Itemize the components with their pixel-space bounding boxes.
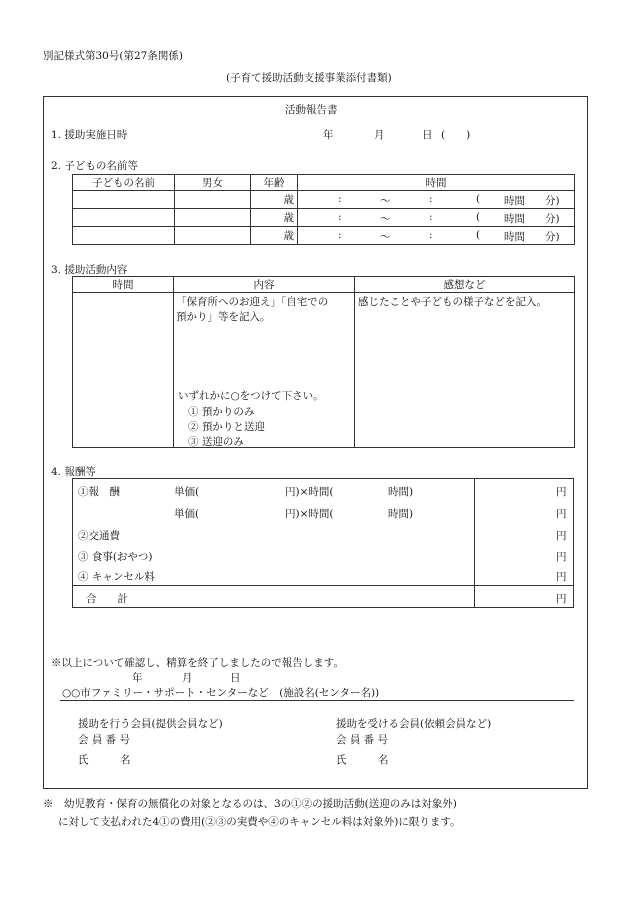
child-name-cell[interactable] (73, 227, 175, 245)
receiver-title: 援助を受ける会員(依頼会員など) (336, 718, 492, 730)
time-cell[interactable]: : 〜 : ( 時間 分) (298, 227, 575, 245)
impressions-note: 感じたことや子どもの様子などを記入。 (358, 296, 547, 308)
date-year-label: 年 (323, 129, 334, 141)
gender-cell[interactable] (175, 227, 251, 245)
form-subtitle: (子育て援助活動支援事業添付書類) (226, 72, 392, 84)
gender-cell[interactable] (175, 209, 251, 227)
section3-label: 3. 援助活動内容 (51, 264, 128, 276)
provider-title: 援助を行う会員(提供会員など) (78, 718, 223, 730)
center-name: ○○市ファミリー・サポート・センターなど (施設名(センター名)) (62, 687, 380, 699)
option-1[interactable]: ① 預かりのみ (188, 406, 255, 418)
confirm-year-label: 年 (132, 672, 143, 684)
col-activity-time: 時間 (73, 277, 174, 293)
total-divider (72, 585, 574, 586)
confirmation-text: ※以上について確認し、精算を終了しましたので報告します。 (51, 657, 344, 669)
age-cell[interactable]: 歳 (251, 227, 298, 245)
col-impressions: 感想など (355, 277, 575, 293)
receiver-name: 氏 名 (336, 754, 389, 766)
total-label: 合 計 (86, 593, 128, 605)
col-age: 年齢 (251, 175, 298, 191)
table-row (73, 227, 575, 245)
section2-label: 2. 子どもの名前等 (51, 160, 138, 172)
yen-times-label-2: 円)×時間( (285, 508, 334, 520)
confirm-month-label: 月 (182, 672, 193, 684)
section4-label: 4. 報酬等 (51, 466, 96, 478)
hours-close-label: 時間) (388, 486, 414, 498)
center-underline (60, 700, 574, 701)
select-note: いずれかに○をつけて下さい。 (178, 390, 324, 402)
activity-table (72, 276, 575, 448)
reward-yen-1: 円 (556, 486, 567, 498)
time-cell[interactable]: : 〜 : ( 時間 分) (298, 191, 575, 209)
table-row (73, 209, 575, 227)
col-gender: 男女 (175, 175, 251, 191)
report-title: 活動報告書 (285, 104, 338, 116)
option-3[interactable]: ③ 送迎のみ (188, 436, 244, 448)
activity-time-cell[interactable] (73, 293, 174, 448)
reward-yen-2: 円 (556, 508, 567, 520)
table-row (73, 191, 575, 209)
meal-label: ③ 食事(おやつ) (78, 551, 153, 563)
yen-times-label: 円)×時間( (285, 486, 334, 498)
col-activity-content: 内容 (174, 277, 355, 293)
impressions-cell[interactable] (355, 293, 575, 448)
children-table (72, 174, 575, 245)
age-cell[interactable]: 歳 (251, 209, 298, 227)
transport-label: ②交通費 (78, 530, 120, 542)
form-number: 別記様式第30号(第27条関係) (43, 50, 183, 62)
date-month-label: 月 (374, 129, 385, 141)
receiver-member-no: 会 員 番 号 (336, 734, 389, 746)
content-note-2: 預かり」等を記入。 (176, 311, 271, 323)
meal-yen: 円 (556, 551, 567, 563)
unit-price-label-2: 単価( (174, 508, 200, 520)
child-name-cell[interactable] (73, 209, 175, 227)
gender-cell[interactable] (175, 191, 251, 209)
content-note-1: 「保育所へのお迎え」「自宅での (176, 296, 329, 308)
provider-name: 氏 名 (78, 754, 131, 766)
cancel-yen: 円 (556, 571, 567, 583)
footnote-line1: ※ 幼児教育・保育の無償化の対象となるのは、3の①②の援助活動(送迎のみは対象外) (43, 798, 457, 810)
reward-label: ①報 酬 (78, 486, 120, 498)
total-yen: 円 (556, 593, 567, 605)
cancel-label: ④ キャンセル料 (78, 571, 155, 583)
confirm-day-label: 日 (230, 672, 241, 684)
option-2[interactable]: ② 預かりと送迎 (188, 421, 265, 433)
activity-content-cell[interactable] (174, 293, 355, 448)
provider-member-no: 会 員 番 号 (78, 734, 131, 746)
col-time: 時間 (298, 175, 575, 191)
transport-yen: 円 (556, 530, 567, 542)
footnote-line2: に対して支払われた4①の費用(②③の実費や④のキャンセル料は対象外)に限ります。 (58, 816, 461, 828)
section1-label: 1. 援助実施日時 (51, 129, 128, 141)
unit-price-label: 単価( (174, 486, 200, 498)
col-child-name: 子どもの名前 (73, 175, 175, 191)
amount-column-divider (474, 478, 475, 608)
hours-close-label-2: 時間) (388, 508, 414, 520)
child-name-cell[interactable] (73, 191, 175, 209)
time-cell[interactable]: : 〜 : ( 時間 分) (298, 209, 575, 227)
age-cell[interactable]: 歳 (251, 191, 298, 209)
date-day-label: 日 (422, 129, 433, 141)
date-weekday: ( ) (441, 129, 471, 141)
